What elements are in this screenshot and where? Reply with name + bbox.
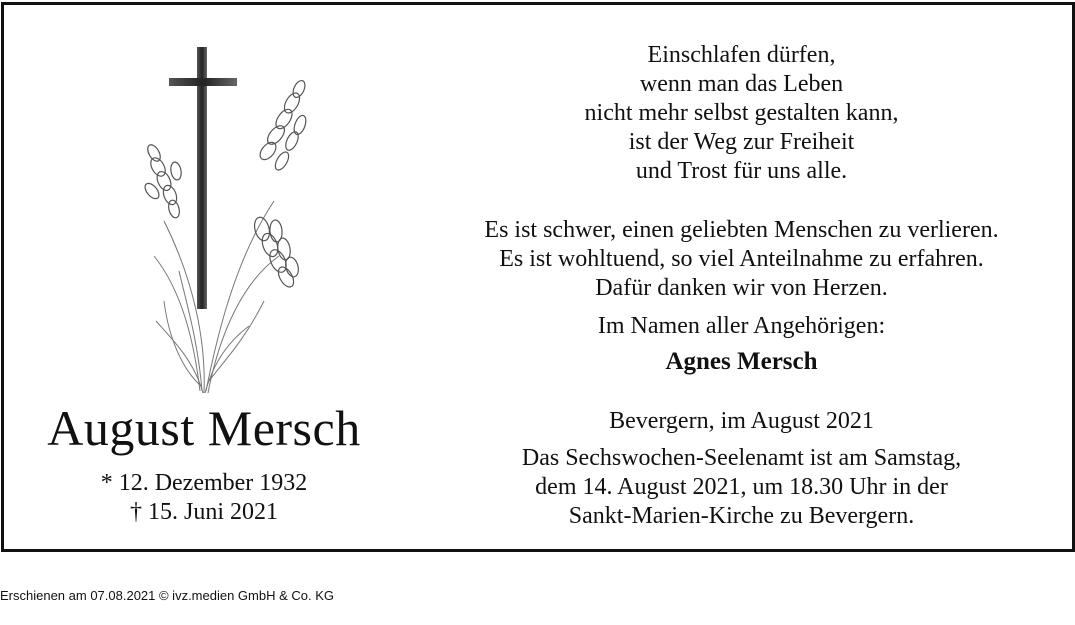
- thanks-line: Es ist wohltuend, so viel Anteilnahme zu erfahren.: [499, 246, 984, 272]
- poem-line: Einschlafen dürfen,: [647, 42, 836, 68]
- poem-line: ist der Weg zur Freiheit: [628, 129, 855, 155]
- life-dates: [4, 469, 404, 527]
- death-date: † 15. Juni 2021: [129, 499, 278, 525]
- poem: [404, 41, 1075, 186]
- place-date: Bevergern, im August 2021: [609, 408, 874, 434]
- service-line: Das Sechswochen-Seelenamt ist am Samstag,: [521, 445, 962, 471]
- cross-with-wheat-icon: [124, 41, 314, 396]
- service-info: [404, 444, 1075, 531]
- deceased-name: August Mersch: [47, 400, 361, 456]
- service-line: Sankt-Marien-Kirche zu Bevergern.: [568, 503, 915, 529]
- thanks-text: [404, 216, 1075, 303]
- obituary-notice: [1, 2, 1075, 552]
- on-behalf-line: Im Namen aller Angehörigen:: [597, 313, 886, 339]
- service-line: dem 14. August 2021, um 18.30 Uhr in der: [535, 474, 948, 500]
- thanks-line: Dafür danken wir von Herzen.: [595, 275, 888, 301]
- signatory-name: Agnes Mersch: [665, 348, 818, 375]
- poem-line: und Trost für uns alle.: [635, 158, 848, 184]
- poem-line: wenn man das Leben: [639, 71, 844, 97]
- publication-footer: Erschienen am 07.08.2021 © ivz.medien GmbH & Co. KG: [0, 588, 335, 603]
- thanks-line: Es ist schwer, einen geliebten Menschen zu verlieren.: [484, 217, 999, 243]
- poem-line: nicht mehr selbst gestalten kann,: [584, 100, 899, 126]
- birth-date: * 12. Dezember 1932: [100, 470, 308, 496]
